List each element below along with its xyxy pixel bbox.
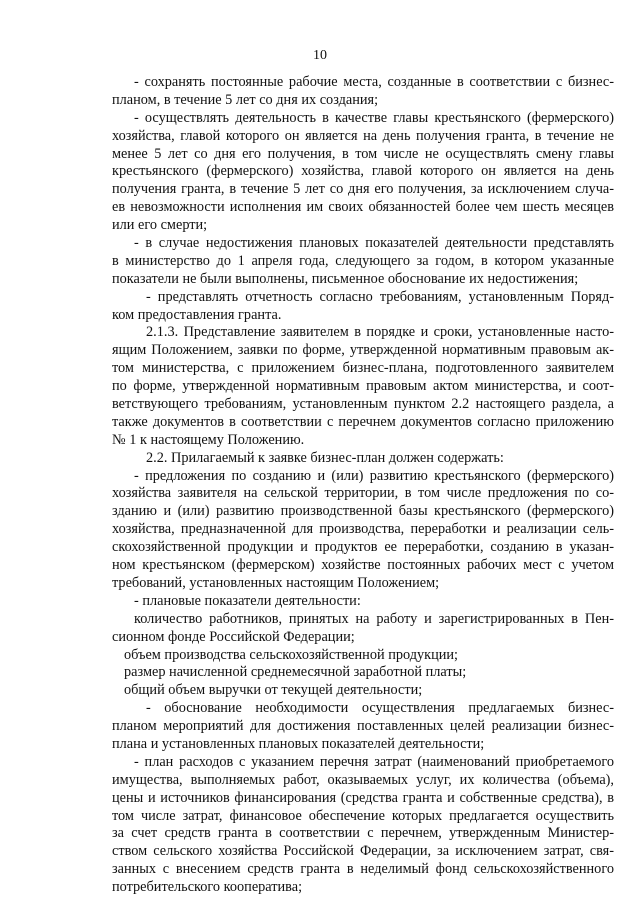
text-line: - осуществлять деятельность в качестве главы крестьянского (фермерского) (134, 109, 614, 126)
text-line: крестьянского (фермерского) хозяйства, главой которого он является на день (112, 163, 614, 180)
text-line: за счет средств гранта в соответствии с перечнем, утвержденным Министер- (112, 825, 614, 842)
text-line: том министерства, с приложением бизнес-плана, подготовленного заявителем (112, 360, 614, 377)
text-line: 2.2. Прилагаемый к заявке бизнес-план должен содержать: (146, 449, 504, 466)
text-line: плана и установленных плановых показателей деятельности; (112, 735, 485, 752)
text-line: скохозяйственной продукции и продуктов ее переработки, созданию в указан- (112, 539, 614, 556)
text-line: ев невозможности исполнения им своих обязанностей более чем шесть месяцев (112, 199, 614, 216)
text-line: хозяйства, предназначенной для производства, переработки и реализации сель- (112, 521, 614, 538)
text-line: ветствующего требованиям, установленным пунктом 2.2 настоящего раздела, а (112, 396, 614, 413)
text-line: планом мероприятий для достижения поставленных целей реализации бизнес- (112, 718, 614, 735)
text-line: - представлять отчетность согласно требованиям, установленным Поряд- (146, 288, 614, 305)
text-line: также документов в соответствии с перечнем документов согласно приложению (112, 413, 614, 430)
text-line: ством сельского хозяйства Российской Федерации, за исключением затрат, свя- (112, 843, 614, 860)
text-line: - обоснование необходимости осуществления предлагаемых бизнес- (146, 700, 614, 717)
document-body (112, 74, 614, 897)
text-line: общий объем выручки от текущей деятельности; (124, 682, 423, 699)
text-line: количество работников, принятых на работу и зарегистрированных в Пен- (134, 610, 614, 627)
text-line: хозяйства, главой которого он является на день получения гранта, в течение не (112, 127, 614, 144)
text-line: - плановые показатели деятельности: (134, 592, 361, 609)
text-line: 2.1.3. Представление заявителем в порядке и сроки, установленные насто- (146, 324, 614, 341)
text-line: хозяйства заявителя на сельской территории, в том числе предложения по со- (112, 485, 614, 502)
text-line: ком предоставления гранта. (112, 306, 282, 323)
page-number: 10 (313, 48, 327, 63)
text-line: или его смерти; (112, 217, 208, 234)
text-line: размер начисленной среднемесячной заработной платы; (124, 664, 467, 681)
text-line: имущества, выполняемых работ, оказываемых услуг, их количества (объема), (112, 771, 614, 788)
text-line: планом, в течение 5 лет со дня их создания; (112, 91, 379, 108)
text-line: ном крестьянском (фермерском) хозяйстве постоянных рабочих мест с учетом (112, 557, 614, 574)
text-line: показатели не были выполнены, письменное обоснование их недостижения; (112, 270, 579, 287)
text-line: получения гранта, в течение 5 лет со дня его получения, за исключением случа- (112, 181, 614, 198)
text-line: цены и источников финансирования (средства гранта и собственные средства), в (112, 789, 614, 806)
text-line: ящим Положением, заявки по форме, утвержденной нормативным правовым ак- (112, 342, 614, 359)
text-line: менее 5 лет со дня его получения, в том числе не осуществлять смену главы (112, 145, 614, 162)
text-line: - план расходов с указанием перечня затрат (наименований приобретаемого (134, 753, 614, 770)
text-line: - в случае недостижения плановых показателей деятельности представлять (134, 235, 614, 252)
text-line: том числе затрат, финансовое обеспечение которых предлагается осуществить (112, 807, 614, 824)
text-line: № 1 к настоящему Положению. (112, 431, 305, 448)
text-line: объем производства сельскохозяйственной продукции; (124, 646, 459, 663)
text-line: в министерство до 1 апреля года, следующего за годом, в котором указанные (112, 252, 614, 269)
text-line: - сохранять постоянные рабочие места, созданные в соответствии с бизнес- (134, 74, 614, 90)
text-line: - предложения по созданию и (или) развитию крестьянского (фермерского) (134, 467, 614, 484)
text-line: по форме, утвержденной нормативным правовым актом министерства, и соот- (112, 378, 614, 395)
text-line: зданию и (или) развитию производственной базы крестьянского (фермерского) (112, 503, 614, 520)
text-line: требований, установленных настоящим Положением; (112, 574, 440, 591)
text-line: занных с внесением средств гранта в неделимый фонд сельскохозяйственного (112, 861, 614, 878)
text-line: потребительского кооператива; (112, 879, 303, 896)
text-line: сионном фонде Российской Федерации; (112, 628, 355, 645)
